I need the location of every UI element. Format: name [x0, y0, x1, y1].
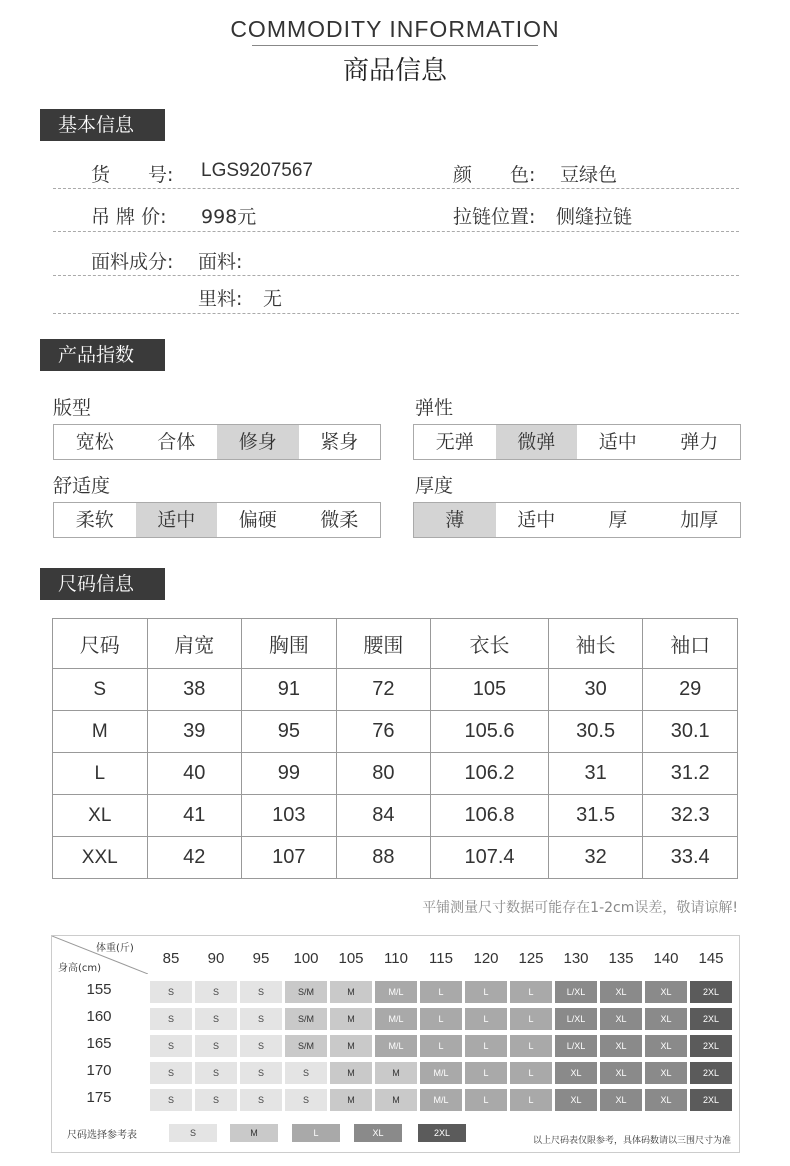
size-chip: M [330, 981, 372, 1003]
weight-tick: 95 [252, 950, 270, 967]
size-chip: S [240, 1062, 282, 1084]
size-chip: S [150, 1089, 192, 1111]
size-recommend-chart [51, 935, 740, 1153]
height-tick: 175 [86, 1089, 112, 1106]
comfort-option: 微柔 [320, 509, 359, 531]
size-chip: S [150, 981, 192, 1003]
weight-tick: 90 [207, 950, 225, 967]
fit-options [53, 424, 381, 460]
size-cell: L [53, 753, 148, 795]
size-chip: M/L [375, 981, 417, 1003]
info-row-sku [53, 160, 739, 189]
table-cell: 95 [242, 711, 337, 753]
col-header: 尺码 [53, 619, 148, 669]
table-cell: 32 [548, 837, 643, 879]
elasticity-option: 无弹 [435, 431, 474, 453]
elasticity-option-selected: 微弹 [496, 425, 578, 459]
size-chip: M [330, 1089, 372, 1111]
table-cell: 80 [336, 753, 431, 795]
fit-option: 紧身 [320, 431, 359, 453]
height-tick: 155 [86, 981, 112, 998]
size-chip: 2XL [690, 1008, 732, 1030]
table-cell: 30 [548, 669, 643, 711]
col-header: 袖口 [643, 619, 738, 669]
size-cell: XL [53, 795, 148, 837]
table-cell: 39 [147, 711, 242, 753]
size-chip: XL [645, 981, 687, 1003]
comfort-option-selected: 适中 [136, 503, 218, 537]
size-chip: 2XL [690, 1035, 732, 1057]
size-chip: XL [600, 1035, 642, 1057]
color-value: 豆绿色 [560, 164, 618, 186]
fabric-main-label: 面料: [198, 251, 243, 273]
size-chip: L [465, 1089, 507, 1111]
size-chip: L [510, 1089, 552, 1111]
comfort-title: 舒适度 [53, 475, 111, 497]
size-chip: S [285, 1089, 327, 1111]
size-chip: L [465, 1008, 507, 1030]
weight-tick: 145 [698, 950, 724, 967]
section-tag-index: 产品指数 [40, 339, 165, 371]
weight-tick: 85 [162, 950, 180, 967]
size-chip: XL [600, 1008, 642, 1030]
section-tag-basic: 基本信息 [40, 109, 165, 141]
height-tick: 170 [86, 1062, 112, 1079]
size-chip: XL [600, 1089, 642, 1111]
table-row [53, 837, 738, 879]
info-row-lining [53, 284, 739, 314]
table-cell: 31.5 [548, 795, 643, 837]
col-header: 腰围 [336, 619, 431, 669]
weight-axis-label: 体重(斤) [96, 943, 134, 954]
table-cell: 107 [242, 837, 337, 879]
fit-option: 合体 [157, 431, 196, 453]
fit-title: 版型 [53, 397, 92, 419]
table-cell: 106.8 [431, 795, 549, 837]
legend-swatch: XL [354, 1124, 402, 1142]
fit-option-selected: 修身 [217, 425, 299, 459]
weight-tick: 120 [473, 950, 499, 967]
elasticity-options [413, 424, 741, 460]
size-chip: L [420, 1008, 462, 1030]
weight-tick: 130 [563, 950, 589, 967]
price-label: 吊 牌 价: [91, 206, 167, 228]
size-chip: XL [645, 1062, 687, 1084]
size-chip: M [330, 1062, 372, 1084]
size-chip: XL [555, 1062, 597, 1084]
size-chip: XL [645, 1089, 687, 1111]
legend-swatch: S [169, 1124, 217, 1142]
table-cell: 38 [147, 669, 242, 711]
table-cell: 76 [336, 711, 431, 753]
size-chip: S/M [285, 1035, 327, 1057]
info-row-fabric [53, 247, 739, 276]
size-chip: M/L [420, 1089, 462, 1111]
size-chip: M/L [375, 1008, 417, 1030]
table-cell: 84 [336, 795, 431, 837]
weight-tick: 115 [429, 950, 453, 967]
size-chip: S [195, 1035, 237, 1057]
size-chip: M/L [420, 1062, 462, 1084]
thickness-option: 厚 [608, 509, 628, 531]
title-en: COMMODITY INFORMATION [230, 16, 560, 42]
table-row [53, 753, 738, 795]
weight-tick: 135 [608, 950, 634, 967]
size-chip: L [510, 1035, 552, 1057]
legend-swatch: L [292, 1124, 340, 1142]
size-chip: L/XL [555, 1008, 597, 1030]
section-tag-size: 尺码信息 [40, 568, 165, 600]
comfort-option: 柔软 [75, 509, 114, 531]
size-chip: S [195, 1062, 237, 1084]
table-cell: 88 [336, 837, 431, 879]
size-chip: L [465, 981, 507, 1003]
table-row [53, 795, 738, 837]
table-cell: 40 [147, 753, 242, 795]
recommend-footnote: 以上尺码表仅限参考，具体码数请以三围尺寸为准 [532, 1136, 731, 1146]
table-row [53, 669, 738, 711]
info-row-price [53, 202, 739, 232]
size-chip: S [240, 1035, 282, 1057]
sku-label: 货 号: [91, 164, 174, 186]
table-cell: 99 [242, 753, 337, 795]
table-cell: 32.3 [643, 795, 738, 837]
fit-option: 宽松 [75, 431, 114, 453]
weight-tick: 110 [384, 950, 408, 967]
lining-label: 里料: [198, 288, 243, 310]
size-chip: XL [555, 1089, 597, 1111]
color-label: 颜 色: [453, 164, 536, 186]
size-chip: S/M [285, 981, 327, 1003]
size-cell: XXL [53, 837, 148, 879]
size-chip: L [420, 981, 462, 1003]
size-chip: L [465, 1062, 507, 1084]
size-chip: S [150, 1062, 192, 1084]
thickness-title: 厚度 [415, 475, 454, 497]
size-chip: S/M [285, 1008, 327, 1030]
size-table-header [53, 619, 738, 669]
size-chip: M [375, 1062, 417, 1084]
thickness-option: 加厚 [680, 509, 719, 531]
thickness-option-selected: 薄 [414, 503, 496, 537]
thickness-options [413, 502, 741, 538]
col-header: 袖长 [548, 619, 643, 669]
legend-label: 尺码选择参考表 [67, 1130, 137, 1141]
size-chip: L [510, 1008, 552, 1030]
size-chip: 2XL [690, 1062, 732, 1084]
size-chip: L [465, 1035, 507, 1057]
table-cell: 103 [242, 795, 337, 837]
size-chip: S [150, 1008, 192, 1030]
table-cell: 29 [643, 669, 738, 711]
header [0, 16, 790, 87]
comfort-option: 偏硬 [238, 509, 277, 531]
legend-swatch: 2XL [418, 1124, 466, 1142]
elasticity-title: 弹性 [415, 397, 454, 419]
table-cell: 30.1 [643, 711, 738, 753]
size-chip: S [240, 981, 282, 1003]
size-chip: L [420, 1035, 462, 1057]
table-cell: 41 [147, 795, 242, 837]
table-cell: 72 [336, 669, 431, 711]
comfort-options [53, 502, 381, 538]
size-chip: L [510, 981, 552, 1003]
col-header: 胸围 [242, 619, 337, 669]
size-chip: S [285, 1062, 327, 1084]
size-chip: M [330, 1035, 372, 1057]
size-cell: M [53, 711, 148, 753]
size-chip: XL [645, 1008, 687, 1030]
weight-tick: 100 [293, 950, 319, 967]
table-cell: 31.2 [643, 753, 738, 795]
size-chip: 2XL [690, 981, 732, 1003]
table-cell: 107.4 [431, 837, 549, 879]
size-chip: M [330, 1008, 372, 1030]
size-chip: L/XL [555, 981, 597, 1003]
size-chip: S [195, 981, 237, 1003]
size-chip: S [150, 1035, 192, 1057]
weight-tick: 125 [518, 950, 544, 967]
weight-tick: 140 [653, 950, 679, 967]
size-chip: XL [645, 1035, 687, 1057]
size-chip: S [195, 1089, 237, 1111]
col-header: 衣长 [431, 619, 549, 669]
table-cell: 33.4 [643, 837, 738, 879]
elasticity-option: 适中 [598, 431, 637, 453]
table-cell: 105 [431, 669, 549, 711]
size-chip: 2XL [690, 1089, 732, 1111]
size-chip: S [195, 1008, 237, 1030]
size-chip: L [510, 1062, 552, 1084]
table-row [53, 711, 738, 753]
title-divider [252, 45, 538, 46]
size-chip: S [240, 1089, 282, 1111]
table-cell: 105.6 [431, 711, 549, 753]
fabric-label: 面料成分: [91, 251, 174, 273]
elasticity-option: 弹力 [680, 431, 719, 453]
table-cell: 42 [147, 837, 242, 879]
table-cell: 30.5 [548, 711, 643, 753]
title-zh: 商品信息 [342, 56, 447, 86]
zip-value: 侧缝拉链 [556, 206, 633, 228]
zip-label: 拉链位置: [453, 206, 536, 228]
size-chip: XL [600, 981, 642, 1003]
legend-swatch: M [230, 1124, 278, 1142]
lining-value: 无 [263, 288, 283, 310]
size-table [52, 618, 738, 879]
table-cell: 31 [548, 753, 643, 795]
measurement-note: 平铺测量尺寸数据可能存在1-2cm误差，敬请谅解! [422, 900, 738, 916]
table-cell: 91 [242, 669, 337, 711]
height-tick: 165 [86, 1035, 112, 1052]
height-axis-label: 身高(cm) [58, 963, 102, 974]
thickness-option: 适中 [517, 509, 556, 531]
sku-value: LGS9207567 [201, 160, 313, 181]
size-chip: L/XL [555, 1035, 597, 1057]
size-chip: M/L [375, 1035, 417, 1057]
price-value: 998元 [201, 206, 257, 228]
size-chip: M [375, 1089, 417, 1111]
weight-tick: 105 [338, 950, 364, 967]
size-chip: XL [600, 1062, 642, 1084]
col-header: 肩宽 [147, 619, 242, 669]
size-chip: S [240, 1008, 282, 1030]
height-tick: 160 [86, 1008, 112, 1025]
size-cell: S [53, 669, 148, 711]
table-cell: 106.2 [431, 753, 549, 795]
